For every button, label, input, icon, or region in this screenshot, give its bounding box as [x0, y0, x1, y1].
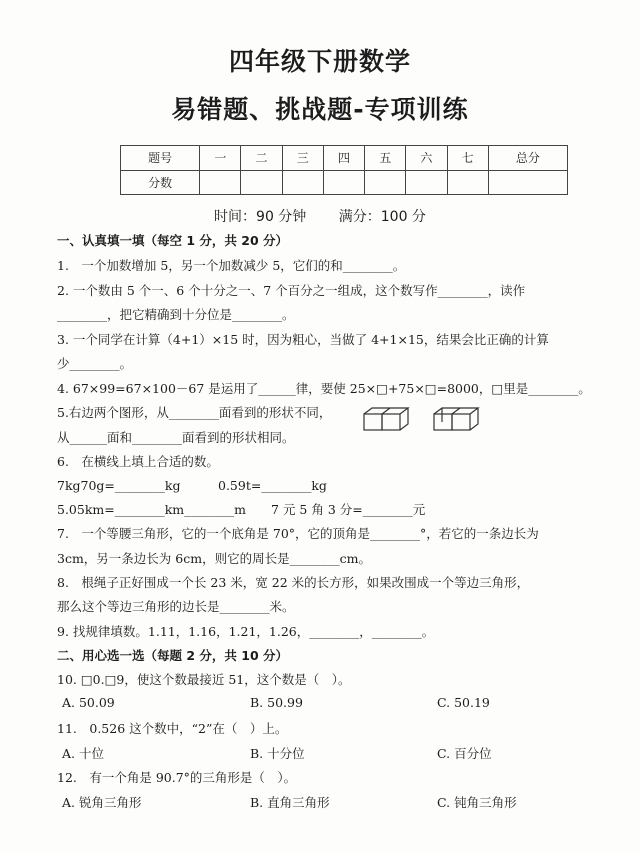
question-line: 3cm，另一条边长为 6cm，则它的周长是________cm。 — [57, 551, 371, 566]
cube-figures — [362, 404, 492, 438]
score-table-cell: 四 — [323, 146, 364, 171]
score-table-cell: 一 — [200, 146, 241, 171]
section-heading: 一、认真填一填（每空 1 分，共 20 分） — [57, 233, 289, 248]
question-line: 5.右边两个图形，从________面看到的形状不同， — [57, 405, 332, 420]
question-line: 7kg70g=________kg 0.59t=________kg — [57, 478, 327, 493]
score-table-cell: 题号 — [121, 146, 200, 171]
option-b[interactable]: B. 十分位 — [250, 746, 305, 761]
exam-info — [0, 206, 640, 226]
question-line: 8. 根绳子正好围成一个长 23 米，宽 22 米的长方形，如果改围成一个等边三角形， — [57, 575, 530, 590]
score-entry-cell[interactable] — [282, 170, 323, 195]
question-line: 那么这个等边三角形的边长是________米。 — [57, 599, 295, 614]
question-line: 9. 找规律填数。1.11，1.16，1.21，1.26，________，________。 — [57, 624, 435, 639]
option-c[interactable]: C. 50.19 — [437, 695, 490, 710]
score-table-score-row — [121, 170, 568, 195]
option-a[interactable]: A. 50.09 — [62, 695, 115, 710]
question-line: 6. 在横线上填上合适的数。 — [57, 454, 219, 469]
question-line: 4. 67×99=67×100－67 是运用了______律，要使 25×□+75×□=8000，□里是________。 — [57, 381, 591, 396]
question-line: 3. 一个同学在计算（4+1）×15 时，因为粗心，当做了 4+1×15，结果会比正确的计算 — [57, 332, 549, 347]
cube-figures-drawing — [362, 404, 492, 434]
cube-figure-right — [434, 408, 478, 430]
question-line: 5.05km=________km________m 7 元 5 角 3 分=________元 — [57, 502, 426, 517]
score-entry-cell[interactable] — [406, 170, 447, 195]
score-table-header-row — [121, 146, 568, 171]
section-heading: 二、用心选一选（每题 2 分，共 10 分） — [57, 648, 289, 663]
page-title: 四年级下册数学 — [228, 47, 411, 76]
score-table-cell: 总分 — [488, 146, 567, 171]
cube-figure-left — [364, 408, 408, 430]
option-c[interactable]: C. 钝角三角形 — [437, 795, 517, 810]
option-b[interactable]: B. 50.99 — [250, 695, 303, 710]
score-entry-cell[interactable] — [200, 170, 241, 195]
question-stem: 10. □0.□9，使这个数最接近 51，这个数是（ ）。 — [57, 672, 351, 687]
score-entry-cell[interactable] — [241, 170, 282, 195]
score-entry-cell[interactable] — [323, 170, 364, 195]
question-line: 2. 一个数由 5 个一、6 个十分之一、7 个百分之一组成，这个数写作________，读作 — [57, 283, 526, 298]
option-a[interactable]: A. 锐角三角形 — [62, 795, 142, 810]
score-table-cell: 二 — [241, 146, 282, 171]
question-stem: 12. 有一个角是 90.7°的三角形是（ ）。 — [57, 770, 297, 785]
question-line: 少________。 — [57, 356, 133, 371]
score-entry-cell[interactable] — [488, 170, 567, 195]
option-b[interactable]: B. 直角三角形 — [250, 795, 330, 810]
question-line: ________，把它精确到十分位是________。 — [57, 307, 295, 322]
score-entry-cell[interactable] — [447, 170, 488, 195]
score-table-cell: 六 — [406, 146, 447, 171]
score-table-cell: 五 — [365, 146, 406, 171]
score-table — [120, 145, 568, 195]
question-stem: 11. 0.526 这个数中，“2”在（ ）上。 — [57, 721, 288, 736]
score-table-cell: 三 — [282, 146, 323, 171]
page-subtitle: 易错题、挑战题-专项训练 — [171, 95, 469, 124]
exam-time: 时间：90 分钟 — [214, 209, 307, 225]
question-line: 7. 一个等腰三角形，它的一个底角是 70°，它的顶角是________°，若它的一条边长为 — [57, 526, 539, 541]
score-table-cell: 七 — [447, 146, 488, 171]
question-line: 从______面和________面看到的形状相同。 — [57, 430, 295, 445]
option-a[interactable]: A. 十位 — [62, 746, 104, 761]
option-c[interactable]: C. 百分位 — [437, 746, 492, 761]
exam-full-score: 满分：100 分 — [338, 209, 426, 225]
score-table-cell: 分数 — [121, 170, 200, 195]
question-line: 1. 一个加数增加 5，另一个加数减少 5，它们的和________。 — [57, 258, 406, 273]
score-entry-cell[interactable] — [365, 170, 406, 195]
